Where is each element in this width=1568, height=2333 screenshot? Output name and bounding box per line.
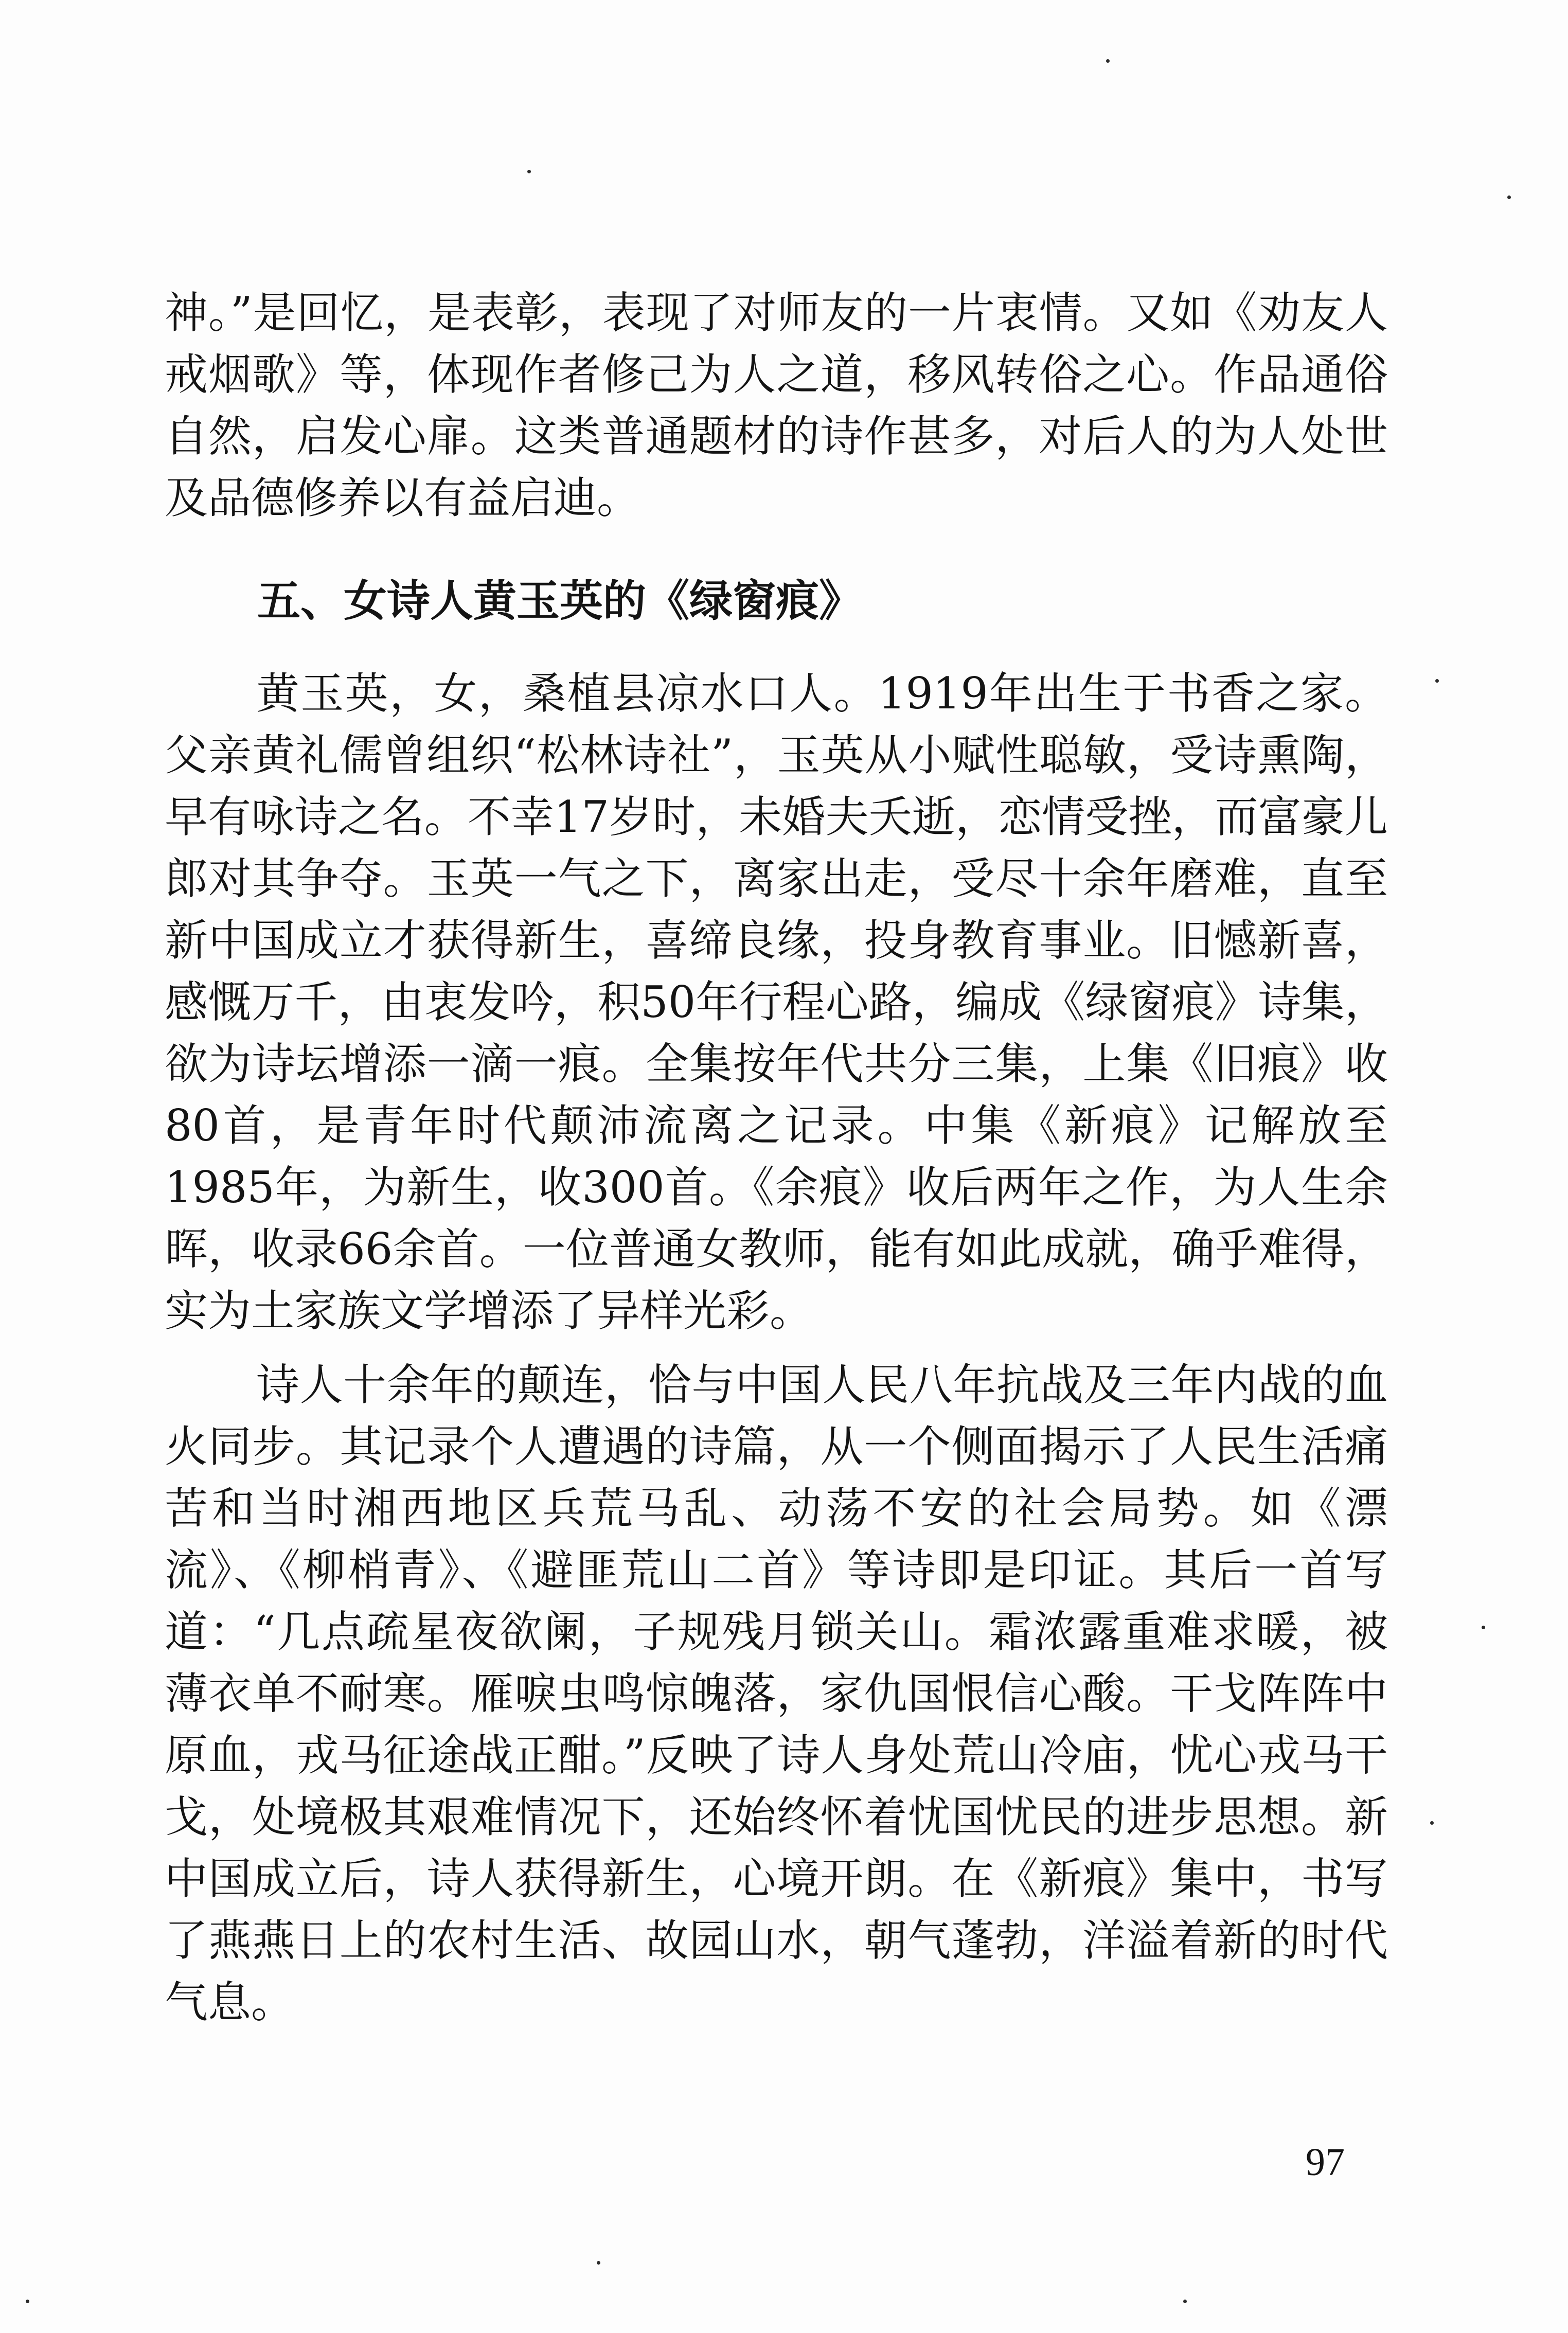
- scan-speck: [1507, 195, 1511, 199]
- scan-speck: [1482, 1626, 1485, 1629]
- scan-speck: [1183, 2300, 1187, 2303]
- scan-speck: [527, 170, 531, 173]
- scan-speck: [1435, 679, 1439, 683]
- scan-speck: [597, 2261, 600, 2265]
- scan-speck: [1106, 59, 1110, 63]
- page-number: 97: [1306, 2141, 1345, 2184]
- scan-speck: [1430, 1821, 1434, 1825]
- paragraph-text: 诗人十余年的颠连，恰与中国人民八年抗战及三年内战的血火同步。其记录个人遭遇的诗篇，从一个侧面揭示了人民生活痛苦和当时湘西地区兵荒马乱、动荡不安的社会局势。如《漂流》、《柳梢青》、《避匪荒山二首》等诗即是印证。其后一首写道：“几点疏星夜欲阑，子规残月锁关山。霜浓露重难求暖，被薄衣单不耐寒。雁唳虫鸣惊魄落，家仇国恨信心酸。干戈阵阵中原血，戎马征途战正酣。”反映了诗人身处荒山冷庙，忧心戎马干戈，处境极其艰难情况下，还始终怀着忧国忧民的进步思想。新中国成立后，诗人获得新生，心境开朗。在《新痕》集中，书写了燕燕日上的农村生活、故园山水，朝气蓬勃，洋溢着新的时代气息。: [165, 1360, 1388, 2027]
- body-paragraph-2: [165, 663, 1388, 1342]
- section-heading: 五、女诗人黄玉英的《绿窗痕》: [257, 576, 863, 626]
- scan-speck: [26, 2300, 29, 2303]
- body-paragraph-3: [165, 1354, 1388, 2033]
- body-paragraph-1: [165, 282, 1388, 529]
- paragraph-text: 神。”是回忆，是表彰，表现了对师友的一片衷情。又如《劝友人戒烟歌》等，体现作者修己为人之道，移风转俗之心。作品通俗自然，启发心扉。这类普通题材的诗作甚多，对后人的为人处世及品德修养以有益启迪。: [165, 288, 1388, 523]
- paragraph-text: 黄玉英，女，桑植县凉水口人。1919年出生于书香之家。父亲黄礼儒曾组织“松林诗社”，玉英从小赋性聪敏，受诗熏陶，早有咏诗之名。不幸17岁时，未婚夫夭逝，恋情受挫，而富豪儿郎对其争夺。玉英一气之下，离家出走，受尽十余年磨难，直至新中国成立才获得新生，喜缔良缘，投身教育事业。旧憾新喜，感慨万千，由衷发吟，积50年行程心路，编成《绿窗痕》诗集，欲为诗坛增添一滴一痕。全集按年代共分三集，上集《旧痕》收80首，是青年时代颠沛流离之记录。中集《新痕》记解放至1985年，为新生，收300首。《余痕》收后两年之作，为人生余晖，收录66余首。一位普通女教师，能有如此成就，确乎难得，实为土家族文学增添了异样光彩。: [165, 668, 1388, 1336]
